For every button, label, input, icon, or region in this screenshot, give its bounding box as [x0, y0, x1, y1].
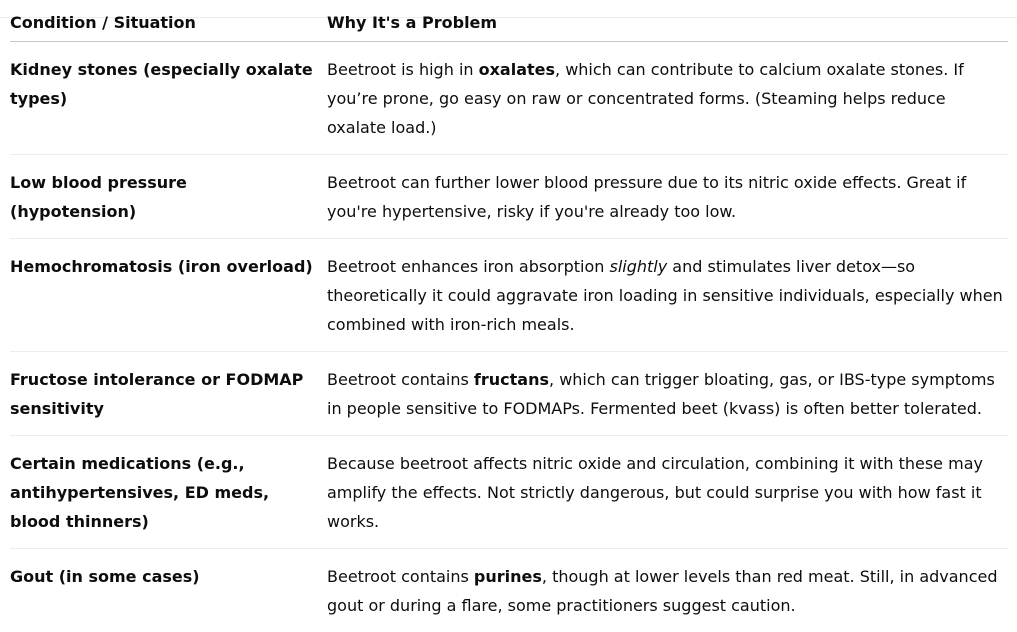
- table-row: [10, 352, 1008, 436]
- table-row: [10, 549, 1008, 632]
- reason-cell: [327, 239, 1008, 352]
- condition-cell: Certain medications (e.g., antihypertensives, ED meds, blood thinners): [10, 436, 327, 549]
- reason-text: Beetroot can further lower blood pressure due to its nitric oxide effects. Great if you're hypertensive, risky if you're already too low.: [327, 173, 966, 221]
- table-row: [10, 155, 1008, 239]
- emphasis-bold: oxalates: [479, 60, 555, 79]
- reason-cell: [327, 42, 1008, 155]
- table-row: [10, 239, 1008, 352]
- emphasis-italic: slightly: [609, 257, 667, 276]
- condition-cell: Fructose intolerance or FODMAP sensitivity: [10, 352, 327, 436]
- reason-text: Beetroot enhances iron absorption: [327, 257, 609, 276]
- reason-cell: [327, 436, 1008, 549]
- condition-cell: Low blood pressure (hypotension): [10, 155, 327, 239]
- reason-cell: [327, 352, 1008, 436]
- reason-text: Beetroot contains: [327, 370, 474, 389]
- reason-text: Beetroot is high in: [327, 60, 479, 79]
- emphasis-bold: purines: [474, 567, 542, 586]
- reason-cell: [327, 155, 1008, 239]
- reason-text: and stimulates liver detox—so theoretically it could aggravate iron loading in sensitive individuals, especially when combined with iron-rich meals.: [327, 257, 1003, 334]
- reason-text: , which can trigger bloating, gas, or IBS-type symptoms in people sensitive to FODMAPs. Fermented beet (kvass) is often better tolerated.: [327, 370, 995, 418]
- condition-cell: Kidney stones (especially oxalate types): [10, 42, 327, 155]
- condition-cell: Hemochromatosis (iron overload): [10, 239, 327, 352]
- reason-text: Beetroot contains: [327, 567, 474, 586]
- column-header-condition: Condition / Situation: [10, 0, 327, 42]
- table-header-row: [10, 0, 1008, 42]
- reason-text: Because beetroot affects nitric oxide and circulation, combining it with these may amplify the effects. Not strictly dangerous, but could surprise you with how fast it works.: [327, 454, 983, 531]
- reason-text: , which can contribute to calcium oxalate stones. If you’re prone, go easy on raw or concentrated forms. (Steaming helps reduce oxalate load.): [327, 60, 964, 137]
- column-header-reason: Why It's a Problem: [327, 0, 1008, 42]
- condition-cell: Gout (in some cases): [10, 549, 327, 632]
- reason-text: , though at lower levels than red meat. Still, in advanced gout or during a flare, some practitioners suggest caution.: [327, 567, 997, 615]
- emphasis-bold: fructans: [474, 370, 549, 389]
- conditions-table: [10, 0, 1008, 632]
- table-row: [10, 42, 1008, 155]
- table-row: [10, 436, 1008, 549]
- reason-cell: [327, 549, 1008, 632]
